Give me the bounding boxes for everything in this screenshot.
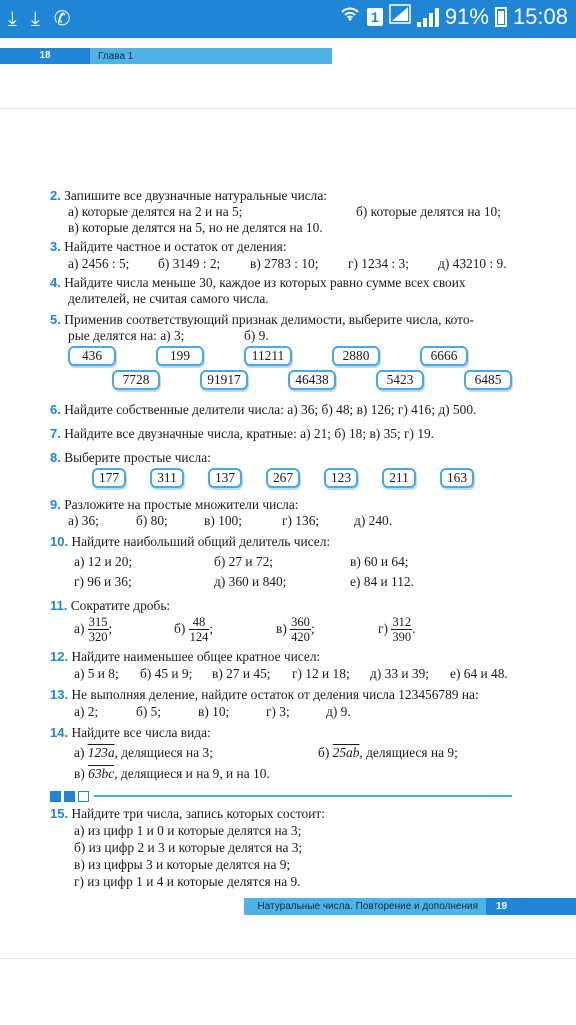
number-card: 6485 bbox=[464, 370, 512, 390]
task-13-item: а) 2; bbox=[74, 704, 99, 719]
number-card: 311 bbox=[150, 468, 184, 488]
task-15-item: г) из цифр 1 и 4 и которые делятся на 9. bbox=[74, 874, 301, 889]
page-footer bbox=[244, 898, 576, 915]
task-7: 7. Найдите все двузначные числа, кратные: а) 21; б) 18; в) 35; г) 19. bbox=[50, 426, 435, 441]
status-right-icons bbox=[339, 4, 568, 30]
number-card: 7728 bbox=[112, 370, 160, 390]
textbook-page bbox=[0, 110, 576, 960]
task-14-b: б) 25ab, делящиеся на 9; bbox=[318, 745, 458, 760]
task-11: 11. Сократите дробь: bbox=[50, 598, 171, 613]
task-10-item: б) 27 и 72; bbox=[214, 554, 273, 569]
fraction-item: а) $\frac{315}{320}$ ; bbox=[74, 615, 113, 645]
task-13: 13. Не выполняя деление, найдите остаток от деления числа 123456789 на: bbox=[50, 687, 479, 702]
header-page-number: 18 bbox=[0, 48, 90, 64]
task-3-item: г) 1234 : 3; bbox=[348, 256, 409, 271]
task-12-item: в) 27 и 45; bbox=[212, 666, 271, 681]
task-3-item: а) 2456 : 5; bbox=[68, 256, 130, 271]
task-4-line2: делителей, не считая самого числа. bbox=[68, 291, 269, 306]
signal-bars-icon bbox=[417, 7, 439, 27]
next-page-edge bbox=[0, 958, 576, 1025]
number-card: 123 bbox=[324, 468, 358, 488]
number-card: 11211 bbox=[244, 346, 292, 366]
task-5-line2a: рые делятся на: а) 3; bbox=[68, 328, 185, 343]
task-5-line2b: б) 9. bbox=[244, 328, 269, 343]
task-8: 8. Выберите простые числа: bbox=[50, 450, 211, 465]
number-card: 177 bbox=[92, 468, 126, 488]
task-12-item: е) 64 и 48. bbox=[450, 666, 508, 681]
task-10: 10. Найдите наибольший общий делитель чисел: bbox=[50, 534, 331, 549]
task-9-item: в) 100; bbox=[204, 513, 242, 528]
fraction: $\frac{360}{420}$ bbox=[291, 615, 310, 645]
number-card: 211 bbox=[382, 468, 416, 488]
number-card: 6666 bbox=[420, 346, 468, 366]
number-card: 2880 bbox=[332, 346, 380, 366]
task-13-item: в) 10; bbox=[198, 704, 230, 719]
task-13-item: д) 9. bbox=[326, 704, 351, 719]
task-2: 2. Запишите все двузначные натуральные числа: bbox=[50, 188, 328, 203]
task-3: 3. Найдите частное и остаток от деления: bbox=[50, 239, 287, 254]
number-card: 137 bbox=[208, 468, 242, 488]
task-6: 6. Найдите собственные делители числа: а) 36; б) 48; в) 126; г) 416; д) 500. bbox=[50, 402, 477, 417]
download-icon: ⤓ bbox=[30, 8, 40, 30]
task-12-item: а) 5 и 8; bbox=[74, 666, 119, 681]
task-14-c: в) 63bc, делящиеся и на 9, и на 10. bbox=[74, 766, 270, 781]
task-14: 14. Найдите все числа вида: bbox=[50, 725, 211, 740]
number-card: 163 bbox=[440, 468, 474, 488]
task-2-b: б) которые делятся на 10; bbox=[356, 204, 501, 219]
task-12-item: д) 33 и 39; bbox=[370, 666, 429, 681]
task-15-item: а) из цифр 1 и 0 и которые делятся на 3; bbox=[74, 823, 302, 838]
task-9-item: д) 240. bbox=[354, 513, 393, 528]
sim-indicator: 1 bbox=[367, 8, 383, 26]
wifi-icon bbox=[339, 4, 361, 30]
task-3-item: д) 43210 : 9. bbox=[438, 256, 507, 271]
task-4: 4. Найдите числа меньше 30, каждое из которых равно сумме всех своих bbox=[50, 275, 466, 290]
task-9-item: б) 80; bbox=[136, 513, 168, 528]
footer-title: Натуральные числа. Повторение и дополнения bbox=[257, 901, 478, 912]
task-10-item: в) 60 и 64; bbox=[350, 554, 409, 569]
task-3-item: в) 2783 : 10; bbox=[250, 256, 319, 271]
footer-page-number: 19 bbox=[486, 898, 576, 915]
task-12-item: г) 12 и 18; bbox=[292, 666, 350, 681]
task-10-item: а) 12 и 20; bbox=[74, 554, 133, 569]
clock: 15:08 bbox=[512, 4, 568, 29]
section-divider bbox=[94, 795, 512, 797]
page-header bbox=[0, 48, 332, 64]
fraction-item: б) $\frac{48}{124}$ ; bbox=[174, 615, 214, 645]
task-15-item: б) из цифр 2 и 3 и которые делятся на 3; bbox=[74, 840, 303, 855]
number-card: 436 bbox=[68, 346, 116, 366]
task-3-item: б) 3149 : 2; bbox=[158, 256, 221, 271]
battery-percent: 91% bbox=[444, 4, 489, 29]
task-2-c: в) которые делятся на 5, но не делятся на 10. bbox=[68, 220, 323, 235]
header-chapter: Глава 1 bbox=[98, 50, 134, 62]
task-12: 12. Найдите наименьшее общее кратное чисел: bbox=[50, 649, 321, 664]
level-marker bbox=[78, 791, 89, 802]
number-card: 267 bbox=[266, 468, 300, 488]
fraction-item: в) $\frac{360}{420}$ ; bbox=[276, 615, 315, 645]
task-10-item: е) 84 и 112. bbox=[350, 574, 414, 589]
viber-icon: ✆ bbox=[53, 8, 71, 30]
task-15: 15. Найдите три числа, запись которых состоит: bbox=[50, 806, 325, 821]
task-12-item: б) 45 и 9; bbox=[140, 666, 193, 681]
level-marker bbox=[64, 791, 75, 802]
signal-icon bbox=[389, 4, 411, 30]
task-9-item: а) 36; bbox=[68, 513, 99, 528]
fraction: $\frac{315}{320}$ bbox=[88, 615, 108, 645]
task-2-a: а) которые делятся на 2 и на 5; bbox=[68, 204, 243, 219]
task-10-item: д) 360 и 840; bbox=[214, 574, 287, 589]
fraction: $\frac{48}{124}$ bbox=[189, 615, 209, 645]
task-13-item: г) 3; bbox=[266, 704, 290, 719]
status-bar bbox=[0, 0, 576, 38]
fraction: $\frac{312}{390}$ bbox=[392, 615, 412, 645]
task-9-item: г) 136; bbox=[282, 513, 320, 528]
number-card: 91917 bbox=[200, 370, 248, 390]
status-left-icons bbox=[8, 6, 70, 32]
number-card: 5423 bbox=[376, 370, 424, 390]
number-card: 46438 bbox=[288, 370, 336, 390]
task-15-item: в) из цифры 3 и которые делятся на 9; bbox=[74, 857, 291, 872]
download-icon: ⤓ bbox=[8, 8, 17, 30]
fraction-item: г) $\frac{312}{390}$ . bbox=[378, 615, 416, 645]
battery-icon bbox=[495, 7, 507, 27]
number-card: 199 bbox=[156, 346, 204, 366]
task-9: 9. Разложите на простые множители числа: bbox=[50, 497, 299, 512]
level-marker bbox=[50, 791, 61, 802]
task-14-a: а) 123a, делящиеся на 3; bbox=[74, 745, 213, 760]
task-5: 5. Применив соответствующий признак делимости, выберите числа, кото- bbox=[50, 312, 475, 327]
task-10-item: г) 96 и 36; bbox=[74, 574, 132, 589]
task-13-item: б) 5; bbox=[136, 704, 162, 719]
